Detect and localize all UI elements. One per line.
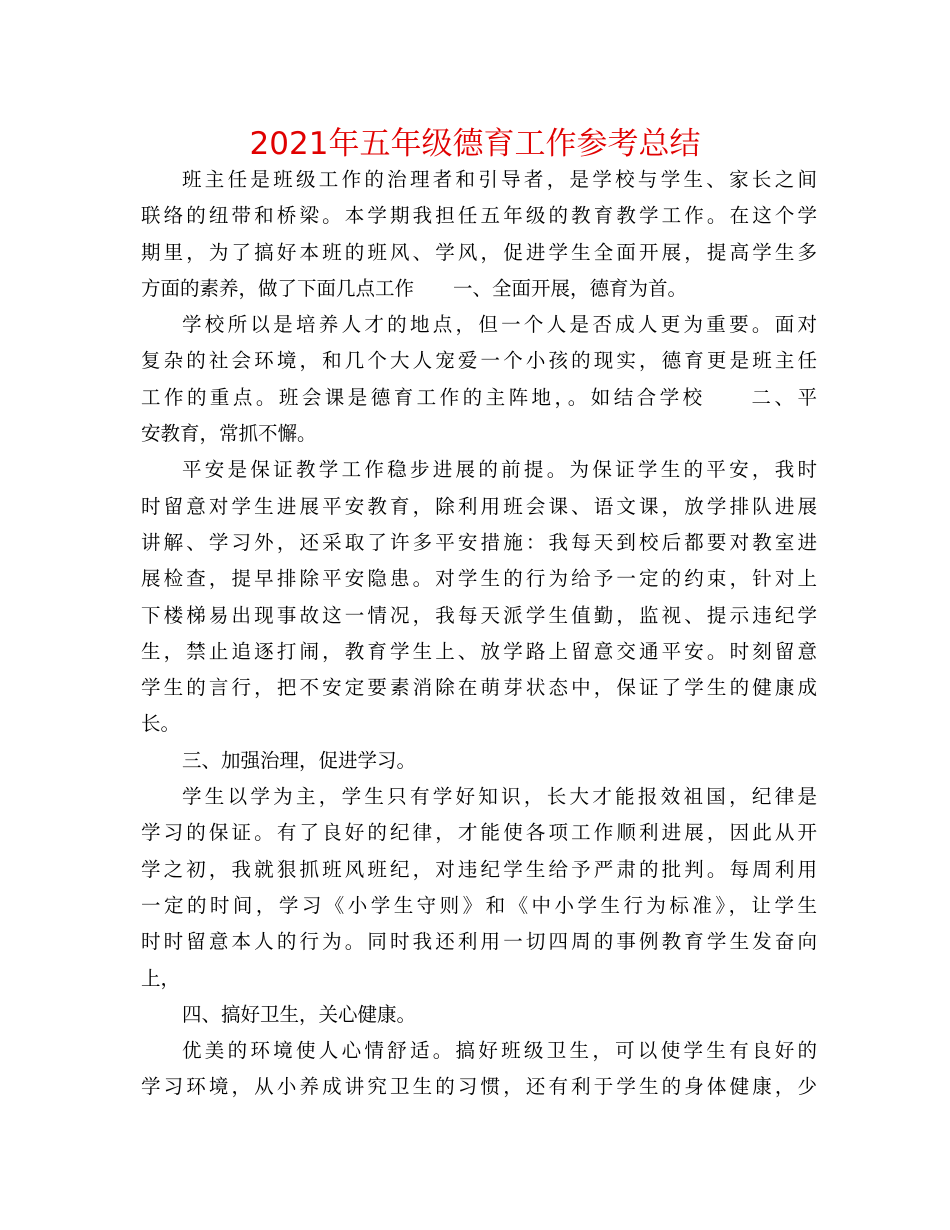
text-line: 一定的时间，学习《小学生守则》和《中小学生行为标准》，让学生 — [141, 893, 817, 917]
text-line: 展检查，提早排除平安隐患。对学生的行为给予一定的约束，针对上 — [141, 567, 817, 591]
text-line: 优美的环境使人心情舒适。搞好班级卫生，可以使学生有良好的 — [182, 1039, 817, 1063]
document-title: 2021年五年级德育工作参考总结 — [249, 126, 701, 162]
text-line: 学习的保证。有了良好的纪律，才能使各项工作顺利进展，因此从开 — [141, 821, 817, 845]
text-line: 联络的纽带和桥梁。本学期我担任五年级的教育教学工作。在这个学 — [141, 204, 817, 228]
text-line: 方面的素养，做了下面几点工作 一、全面开展，德育为首。 — [141, 276, 688, 300]
text-line: 讲解、学习外，还采取了许多平安措施：我每天到校后都要对教室进 — [141, 530, 817, 554]
text-line: 时留意对学生进展平安教育，除利用班会课、语文课，放学排队进展 — [141, 494, 817, 518]
text-line: 学习环境，从小养成讲究卫生的习惯，还有利于学生的身体健康，少 — [141, 1075, 817, 1099]
text-line: 期里，为了搞好本班的班风、学风，促进学生全面开展，提高学生多 — [141, 240, 817, 264]
text-line: 工作的重点。班会课是德育工作的主阵地，。如结合学校 二、平 — [141, 385, 817, 409]
text-line: 时时留意本人的行为。同时我还利用一切四周的事例教育学生发奋向 — [141, 930, 817, 954]
text-line: 复杂的社会环境，和几个大人宠爱一个小孩的现实，德育更是班主任 — [141, 349, 817, 373]
section-heading: 三、加强治理，促进学习。 — [182, 748, 417, 772]
document-body — [141, 162, 817, 1106]
text-line: 学校所以是培养人才的地点，但一个人是否成人更为重要。面对 — [182, 313, 817, 337]
text-line: 生，禁止追逐打闹，教育学生上、放学路上留意交通平安。时刻留意 — [141, 639, 817, 663]
text-line: 安教育，常抓不懈。 — [141, 422, 317, 446]
text-line: 学生的言行，把不安定要素消除在萌芽状态中，保证了学生的健康成 — [141, 676, 817, 700]
section-heading: 四、搞好卫生，关心健康。 — [182, 1002, 417, 1026]
text-line: 长。 — [141, 712, 181, 736]
text-line: 学生以学为主，学生只有学好知识，长大才能报效祖国，纪律是 — [182, 785, 817, 809]
text-line: 上， — [141, 966, 181, 990]
text-line: 下楼梯易出现事故这一情况，我每天派学生值勤，监视、提示违纪学 — [141, 603, 817, 627]
text-line: 学之初，我就狠抓班风班纪，对违纪学生给予严肃的批判。每周利用 — [141, 857, 817, 881]
text-line: 班主任是班级工作的治理者和引导者，是学校与学生、家长之间 — [182, 168, 817, 191]
text-line: 平安是保证教学工作稳步进展的前提。为保证学生的平安，我时 — [182, 458, 817, 482]
